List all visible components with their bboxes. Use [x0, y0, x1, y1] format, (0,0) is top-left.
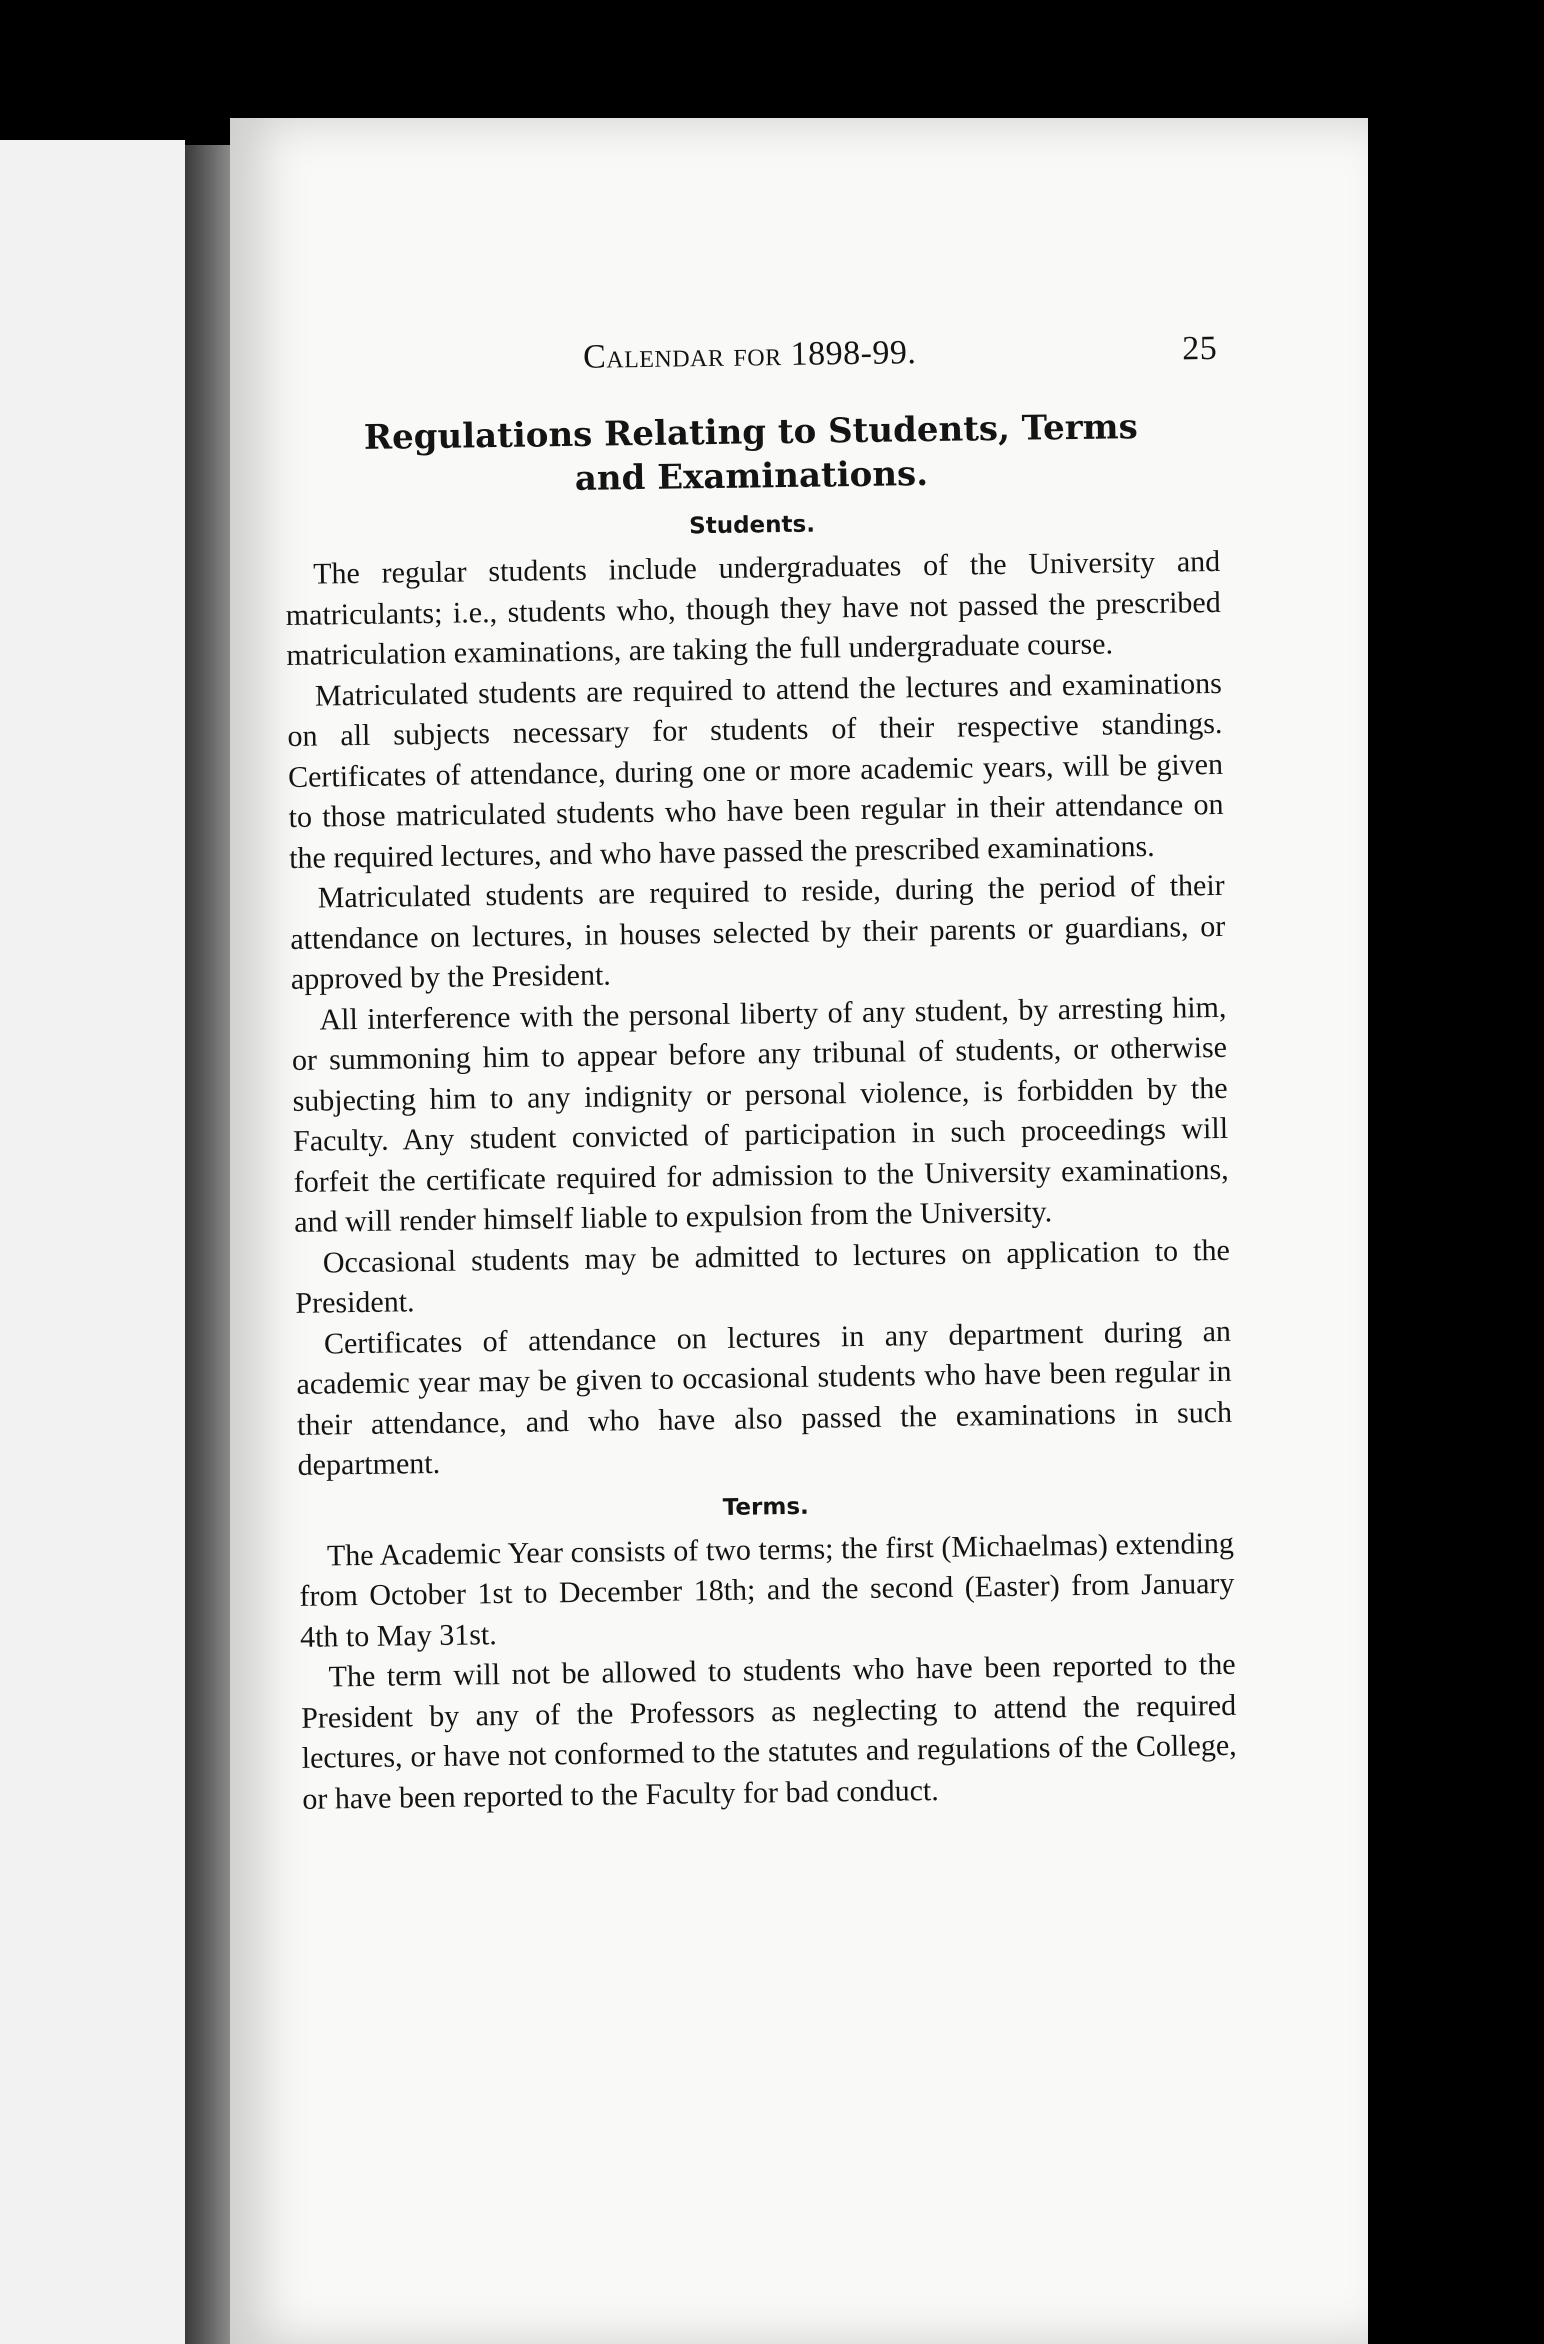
paragraph: Certificates of attendance on lectures in any department during an academic year may be given to occasional students who have been regular in their attendance, and who have also passed the examinations in such department.: [296, 1314, 1233, 1482]
page-heading: Regulations Relating to Students, Terms and Examinations.: [363, 407, 1139, 499]
book-page: [230, 118, 1368, 2344]
section-heading-students: Students.: [689, 511, 816, 540]
paragraph: The Academic Year consists of two terms; the first (Michaelmas) extending from October 1st to December 18th; and the second (Easter) from January 4th to May 31st.: [299, 1526, 1235, 1654]
paragraph: The regular students include undergraduates of the University and matriculants; i.e., students who, though they have not passed the prescribed matriculation examinations, are taking the full undergraduate course.: [285, 544, 1221, 672]
paragraph: All interference with the personal liberty of any student, by arresting him, or summoning him to appear before any tribunal of students, or otherwise subjecting him to any indignity or personal violence, is forbidden by the Faculty. Any student convicted of participation in such proceedings will forfeit the certificate required for admission to the University examinations, and will render himself liable to expulsion from the University.: [291, 990, 1229, 1239]
book-gutter: [185, 145, 230, 2344]
facing-page-edge: [0, 140, 185, 2344]
paragraph: Occasional students may be admitted to lectures on application to the President.: [295, 1233, 1230, 1320]
running-head-title: Calendar for 1898-99.: [582, 334, 917, 376]
page-content: [282, 330, 1238, 1820]
running-head: [282, 330, 1218, 399]
page-number: 25: [1181, 329, 1218, 368]
section-heading-terms: Terms.: [722, 1493, 809, 1521]
paragraph: Matriculated students are required to reside, during the period of their attendance on lectures, in houses selected by their parents or guardians, or approved by the President.: [290, 868, 1226, 996]
paragraph: The term will not be allowed to students who have been reported to the President by any of the Professors as neglecting to attend the required lectures, or have not conformed to the statutes and regulations of the College, or have been reported to the Faculty for bad conduct.: [300, 1647, 1237, 1816]
paragraph: Matriculated students are required to attend the lectures and examinations on all subjects necessary for students of their respective standings. Certificates of attendance, during one or more academic years, will be given to those matriculated students who have been regular in their attendance on the required lectures, and who have passed the prescribed examinations.: [287, 666, 1224, 875]
